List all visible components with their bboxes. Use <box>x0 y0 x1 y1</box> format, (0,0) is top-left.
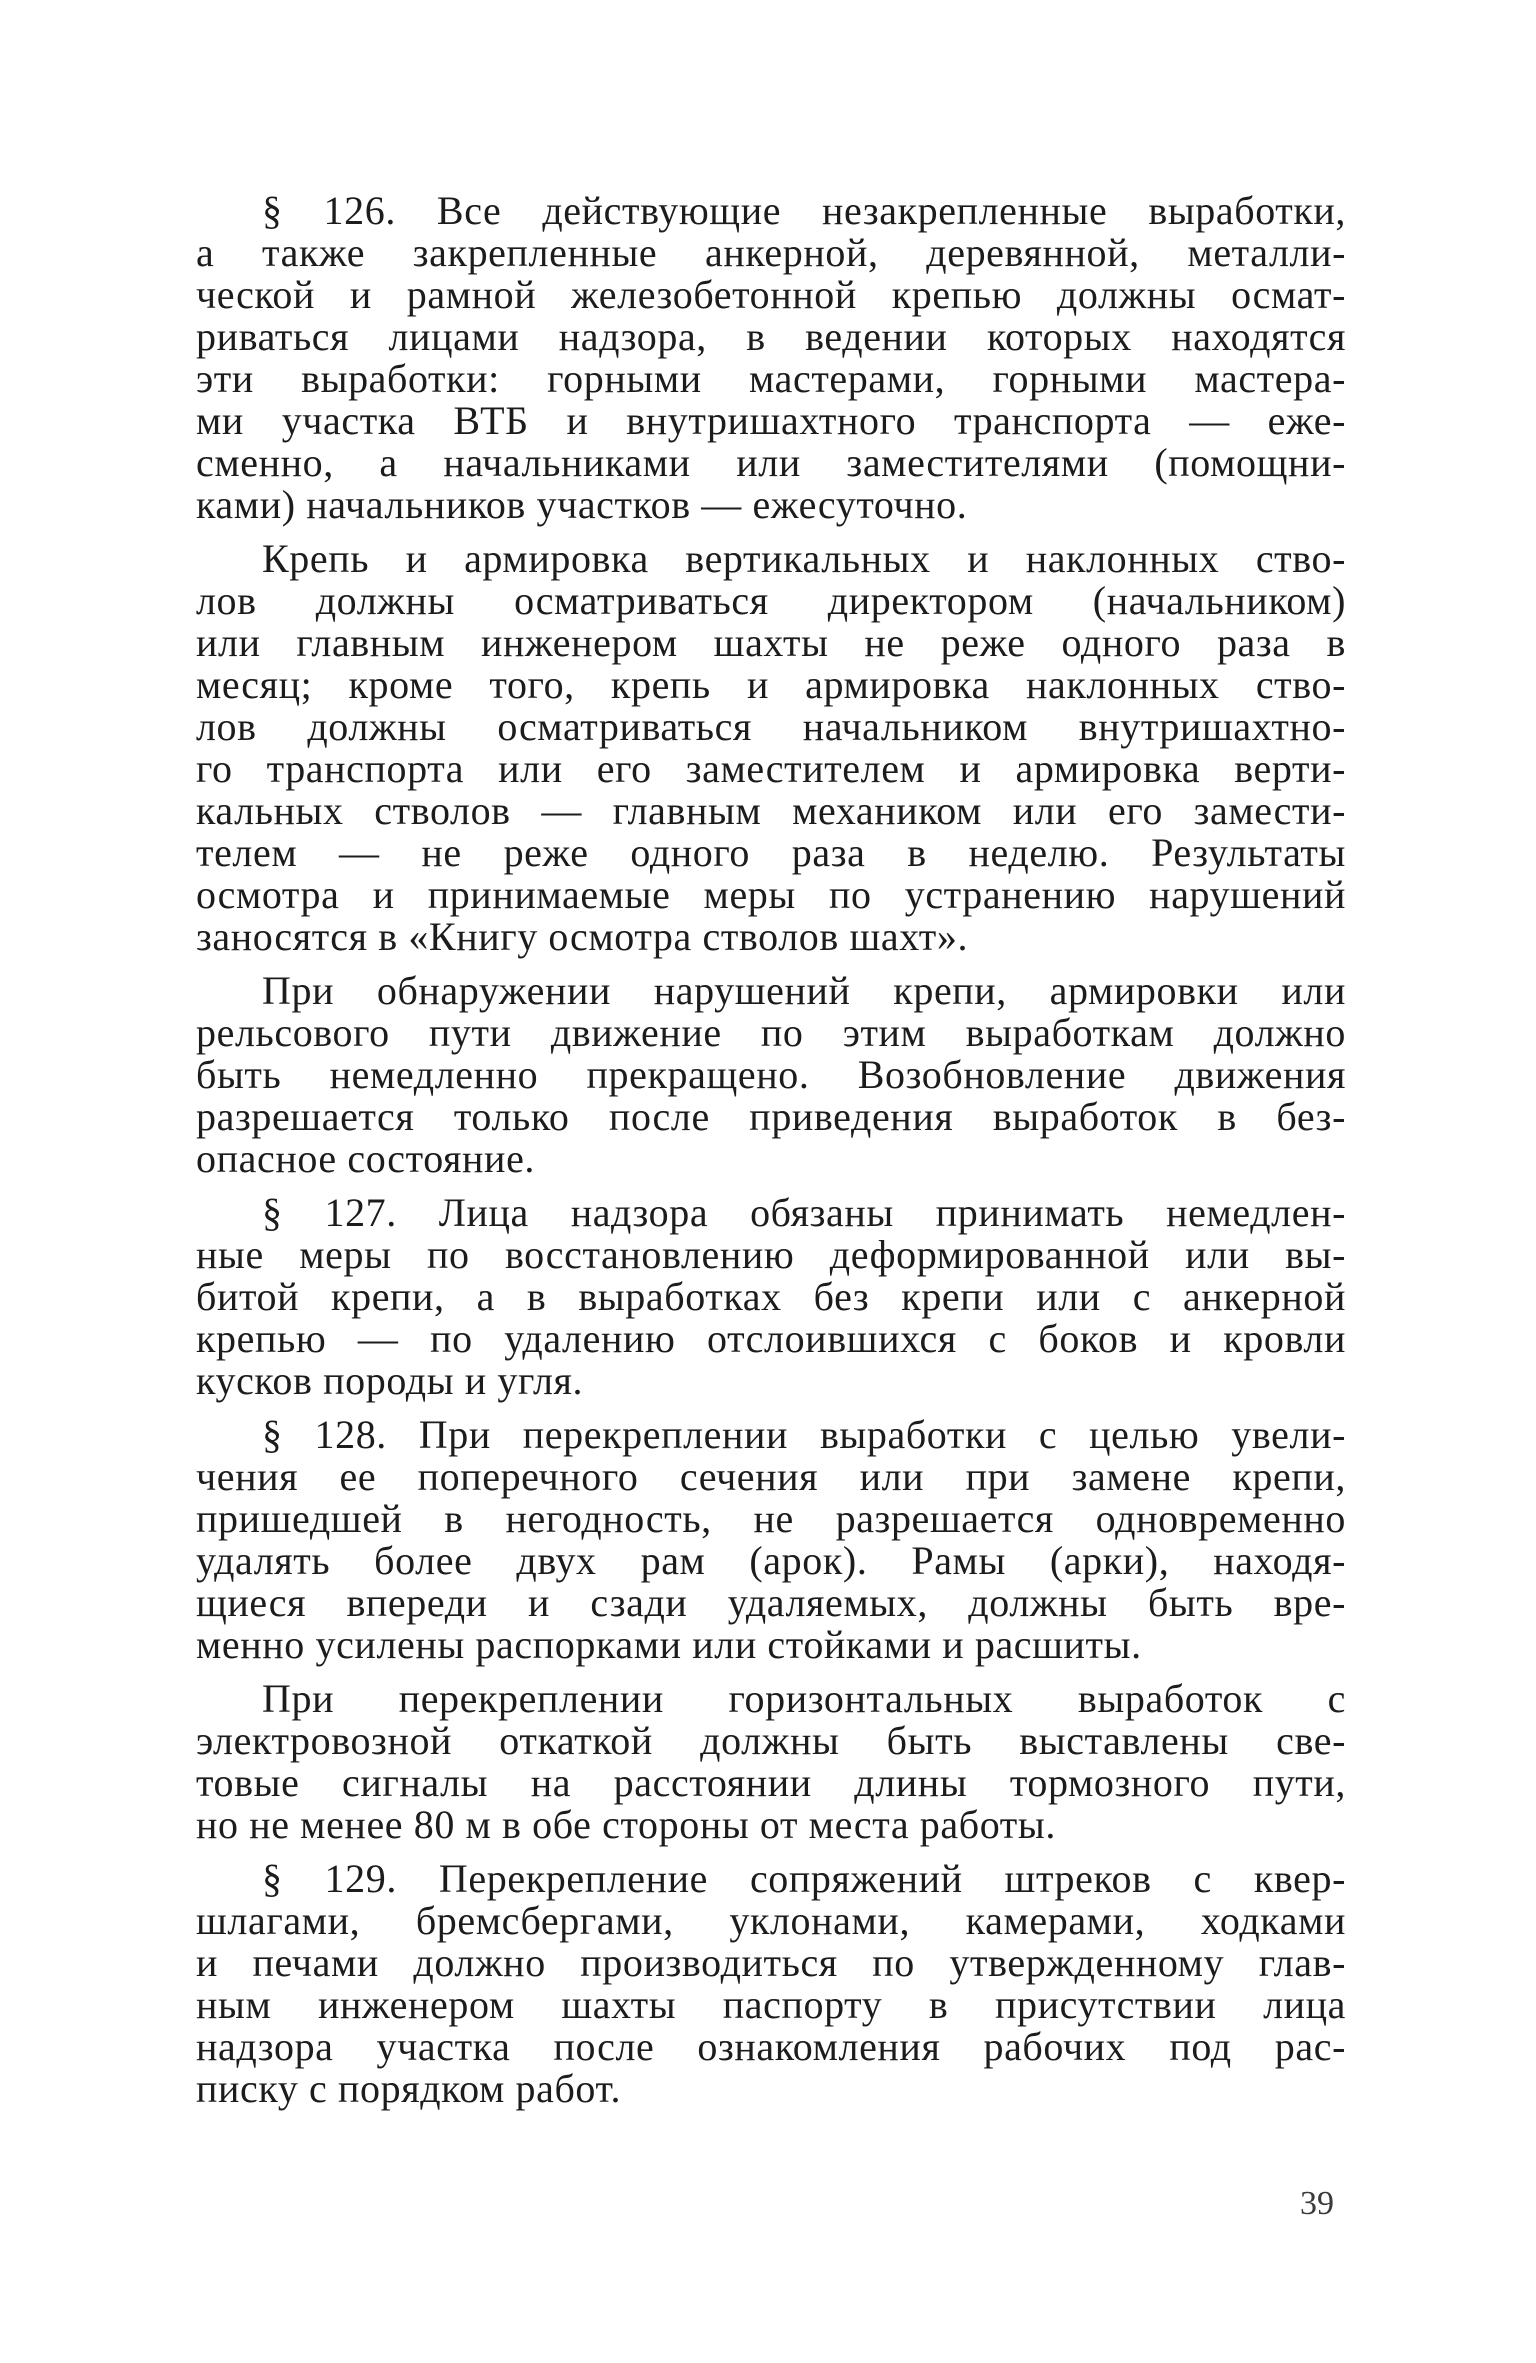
text-line: но не менее 80 м в обе стороны от места работы. <box>196 1802 1056 1847</box>
text-line: кусков породы и угля. <box>196 1358 584 1403</box>
text-line: товые сигналы на расстоянии длины тормозного пути, <box>196 1760 1346 1805</box>
page-text <box>196 190 1346 2122</box>
paragraph-127 <box>196 1192 1346 1402</box>
page-number: 39 <box>1300 2185 1334 2222</box>
text-line: ми участка ВТБ и внутришахтного транспорта — еже- <box>196 398 1346 443</box>
text-line: кальных стволов — главным механиком или его замести- <box>196 788 1346 833</box>
text-line: быть немедленно прекращено. Возобновление движения <box>196 1052 1346 1097</box>
paragraph-violations <box>196 970 1346 1180</box>
text-line: ным инженером шахты паспорту в присутствии лица <box>196 1982 1346 2027</box>
text-line: ками) начальников участков — ежесуточно. <box>196 482 968 527</box>
paragraph-128 <box>196 1414 1346 1666</box>
text-line: § 126. Все действующие незакрепленные выработки, <box>262 188 1346 233</box>
text-line: лов должны осматриваться начальником внутришахтно- <box>196 704 1346 749</box>
text-line: менно усилены распорками или стойками и расшиты. <box>196 1622 1142 1667</box>
text-line: разрешается только после приведения выработок в без- <box>196 1094 1346 1139</box>
text-line: лов должны осматриваться директором (начальником) <box>196 578 1346 623</box>
text-line: риваться лицами надзора, в ведении которых находятся <box>196 314 1346 359</box>
text-line: крепью — по удалению отслоившихся с боков и кровли <box>196 1316 1346 1361</box>
text-line: Крепь и армировка вертикальных и наклонных ство- <box>262 536 1346 581</box>
text-line: § 127. Лица надзора обязаны принимать немедлен- <box>262 1190 1346 1235</box>
text-line: телем — не реже одного раза в неделю. Результаты <box>196 830 1346 875</box>
text-line: шлагами, бремсбергами, уклонами, камерами, ходками <box>196 1898 1346 1943</box>
text-line: го транспорта или его заместителем и армировка верти- <box>196 746 1346 791</box>
text-line: ные меры по восстановлению деформированной или вы- <box>196 1232 1346 1277</box>
text-line: § 128. При перекреплении выработки с целью увели- <box>262 1412 1346 1457</box>
text-line: писку с порядком работ. <box>196 2066 622 2111</box>
text-line: эти выработки: горными мастерами, горными мастера- <box>196 356 1346 401</box>
text-line: месяц; кроме того, крепь и армировка наклонных ство- <box>196 662 1346 707</box>
text-line: опасное состояние. <box>196 1136 536 1181</box>
paragraph-129 <box>196 1858 1346 2110</box>
text-line: битой крепи, а в выработках без крепи или с анкерной <box>196 1274 1346 1319</box>
text-line: сменно, а начальниками или заместителями (помощни- <box>196 440 1346 485</box>
paragraph-shaft-inspection <box>196 538 1346 958</box>
paragraph-signals <box>196 1678 1346 1846</box>
paragraph-126 <box>196 190 1346 526</box>
text-line: и печами должно производиться по утвержденному глав- <box>196 1940 1346 1985</box>
text-line: надзора участка после ознакомления рабочих под рас- <box>196 2024 1346 2069</box>
text-line: удалять более двух рам (арок). Рамы (арки), находя- <box>196 1538 1346 1583</box>
text-line: осмотра и принимаемые меры по устранению нарушений <box>196 872 1346 917</box>
text-line: заносятся в «Книгу осмотра стволов шахт». <box>196 914 969 959</box>
text-line: § 129. Перекрепление сопряжений штреков с квер- <box>262 1856 1346 1901</box>
text-line: щиеся впереди и сзади удаляемых, должны быть вре- <box>196 1580 1346 1625</box>
text-line: пришедшей в негодность, не разрешается одновременно <box>196 1496 1346 1541</box>
text-line: рельсового пути движение по этим выработкам должно <box>196 1010 1346 1055</box>
text-line: или главным инженером шахты не реже одного раза в <box>196 620 1346 665</box>
text-line: электровозной откаткой должны быть выставлены све- <box>196 1718 1346 1763</box>
text-line: а также закрепленные анкерной, деревянной, металли- <box>196 230 1346 275</box>
text-line: ческой и рамной железобетонной крепью должны осмат- <box>196 272 1346 317</box>
text-line: чения ее поперечного сечения или при замене крепи, <box>196 1454 1346 1499</box>
text-line: При перекреплении горизонтальных выработок с <box>262 1676 1346 1721</box>
text-line: При обнаружении нарушений крепи, армировки или <box>262 968 1346 1013</box>
